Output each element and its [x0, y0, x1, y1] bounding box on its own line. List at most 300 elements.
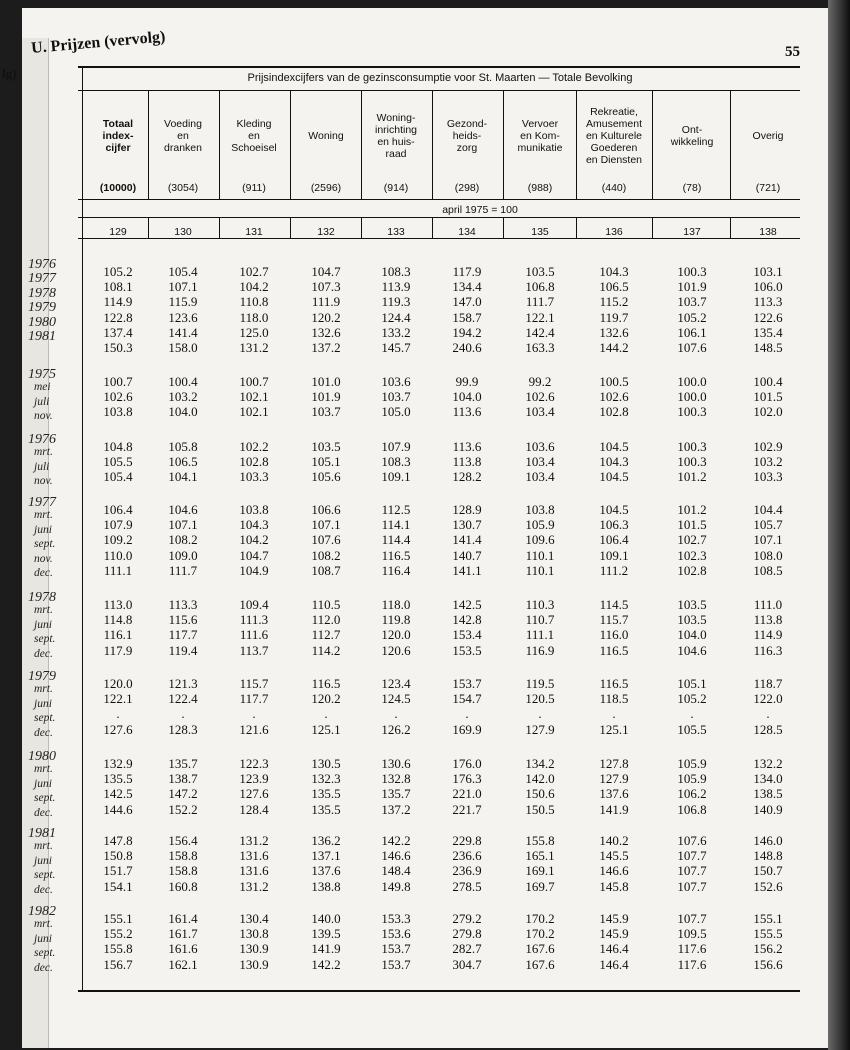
table-cell: 132.8 [381, 771, 411, 787]
table-cell: 155.8 [103, 941, 133, 957]
table-cell: 167.6 [525, 956, 555, 972]
table-cell: 117.6 [677, 956, 707, 972]
table-cell: 117.6 [677, 941, 707, 957]
row-label-month: sept. [34, 792, 56, 805]
row-label-year: 1979 [28, 300, 56, 316]
column-number: 134 [458, 226, 476, 238]
table-cell: 146.0 [753, 833, 783, 848]
table-cell: 102.8 [239, 454, 269, 470]
row-label-year: 1980 [28, 314, 56, 330]
row-label-month: sept. [34, 538, 56, 551]
table-cell: 146.6 [381, 848, 411, 864]
table-cell: 152.6 [753, 878, 783, 894]
table-cell: 145.9 [599, 911, 629, 926]
column-divider [432, 91, 433, 199]
table-cell: 106.6 [311, 502, 341, 517]
table-cell: 176.0 [452, 756, 482, 771]
table-cell: 107.6 [677, 833, 707, 848]
table-cell: 100.3 [677, 264, 707, 279]
table-cell: 105.9 [677, 756, 707, 771]
table-cell: 141.4 [452, 532, 482, 548]
table-cell: 103.8 [525, 502, 555, 517]
table-cell: 106.0 [753, 279, 783, 295]
table-cell: 121.3 [168, 676, 198, 691]
column-number: 130 [174, 226, 192, 238]
column-header-line: en Diensten [585, 154, 643, 166]
table-cell: 127.9 [525, 721, 555, 737]
table-cell: 150.6 [525, 786, 555, 802]
table-cell: 140.0 [311, 911, 341, 926]
row-label-month: dec. [34, 883, 53, 896]
table-cell: 114.8 [103, 612, 133, 628]
table-cell: 111.1 [525, 627, 555, 643]
table-cell: 102.1 [239, 404, 269, 420]
table-cell: 102.2 [239, 439, 269, 454]
table-cell: . [394, 706, 398, 722]
table-cell: 103.4 [525, 404, 555, 420]
table-cell: 102.3 [677, 547, 707, 563]
column-header-line: Woning [308, 130, 344, 142]
table-cell: 154.1 [103, 878, 133, 894]
table-cell: 104.0 [452, 389, 482, 405]
table-cell: 120.0 [381, 627, 411, 643]
row-label-month: mrt. [34, 763, 53, 776]
table-cell: 105.9 [525, 517, 555, 533]
table-cell: 102.6 [599, 389, 629, 405]
table-cell: 104.7 [239, 547, 269, 563]
table-cell: 110.1 [525, 547, 555, 563]
table-cell: 150.5 [525, 801, 555, 817]
table-cell: 103.5 [677, 597, 707, 612]
row-label-year: 1981 [28, 826, 56, 841]
table-cell: 134.4 [452, 279, 482, 295]
table-cell: 105.2 [677, 691, 707, 707]
table-cell: 101.2 [677, 469, 707, 485]
table-cell: 106.5 [599, 279, 629, 295]
table-cell: 122.1 [525, 309, 555, 325]
table-cell: 128.9 [452, 502, 482, 517]
table-cell: 100.3 [677, 439, 707, 454]
table-cell: 119.3 [381, 294, 411, 310]
table-cell: 163.3 [525, 340, 555, 355]
row-label-year: 1975 [28, 367, 56, 382]
table-cell: 150.7 [753, 863, 783, 879]
table-cell: 221.0 [452, 786, 482, 802]
table-cell: 113.8 [452, 454, 482, 470]
table-cell: 104.5 [599, 469, 629, 485]
column-divider [652, 91, 653, 199]
row-label-month: dec. [34, 961, 53, 974]
column-weight: (988) [527, 182, 553, 194]
table-cell: 170.2 [525, 911, 555, 926]
table-cell: 103.1 [753, 264, 783, 279]
row-label-month: dec. [34, 726, 53, 739]
table-cell: 107.9 [381, 439, 411, 454]
table-cell: 132.9 [103, 756, 133, 771]
table-cell: 107.6 [311, 532, 341, 548]
table-cell: . [116, 706, 120, 722]
column-header-line: raad [385, 148, 407, 160]
table-cell: 134.0 [753, 771, 783, 787]
column-divider [148, 218, 149, 238]
table-cell: 105.7 [753, 517, 783, 533]
table-cell: 102.0 [753, 404, 783, 420]
table-cell: . [612, 706, 616, 722]
colnum-rule [78, 238, 800, 239]
table-cell: 101.5 [753, 389, 783, 405]
table-cell: 112.7 [311, 627, 341, 643]
table-cell: 142.0 [525, 771, 555, 787]
table-cell: 109.0 [168, 547, 198, 563]
table-cell: 123.6 [168, 309, 198, 325]
table-cell: 146.4 [599, 956, 629, 972]
table-cell: 153.3 [381, 911, 411, 926]
table-cell: 148.4 [381, 863, 411, 879]
table-cell: 114.9 [753, 627, 783, 643]
column-header-line: heids- [452, 130, 482, 142]
table-cell: 128.2 [452, 469, 482, 485]
row-label-year: 1977 [28, 495, 56, 510]
table-cell: . [252, 706, 256, 722]
table-cell: 105.5 [677, 721, 707, 737]
table-cell: 110.0 [103, 547, 133, 563]
table-cell: 108.3 [381, 454, 411, 470]
table-cell: 113.0 [103, 597, 133, 612]
table-cell: 134.2 [525, 756, 555, 771]
table-cell: 170.2 [525, 926, 555, 942]
column-weight: (298) [454, 182, 480, 194]
table-cell: 106.8 [525, 279, 555, 295]
table-bottom-rule [78, 990, 800, 992]
table-cell: 128.3 [168, 721, 198, 737]
table-cell: 106.2 [677, 786, 707, 802]
table-cell: 113.7 [239, 642, 269, 658]
row-label-year: 1981 [28, 329, 56, 344]
column-weight: (10000) [99, 182, 137, 194]
table-cell: 145.8 [599, 878, 629, 894]
table-cell: 151.7 [103, 863, 133, 879]
section-title: U. Prijzen (vervolg) [30, 28, 167, 58]
table-cell: 138.7 [168, 771, 198, 787]
table-cell: 115.7 [239, 676, 269, 691]
table-cell: 100.3 [677, 404, 707, 420]
table-cell: 153.7 [452, 676, 482, 691]
table-cell: 131.2 [239, 833, 269, 848]
table-cell: 105.2 [677, 309, 707, 325]
table-cell: 130.9 [239, 956, 269, 972]
weights-rule [78, 199, 800, 200]
table-cell: 169.9 [452, 721, 482, 737]
table-cell: 111.1 [103, 562, 133, 578]
table-cell: 146.4 [599, 941, 629, 957]
table-cell: 102.6 [103, 389, 133, 405]
table-cell: 155.5 [753, 926, 783, 942]
table-cell: 127.8 [599, 756, 629, 771]
table-cell: 105.8 [168, 439, 198, 454]
column-weight: (721) [755, 182, 781, 194]
table-cell: 104.0 [168, 404, 198, 420]
table-cell: 108.5 [753, 562, 783, 578]
table-cell: 137.2 [381, 801, 411, 817]
column-header-line: en Kulturele [585, 130, 643, 142]
row-label-month: mrt. [34, 509, 53, 522]
table-cell: 130.6 [381, 756, 411, 771]
column-header [149, 100, 217, 172]
table-cell: 156.6 [753, 956, 783, 972]
table-cell: 115.7 [599, 612, 629, 628]
table-cell: 116.5 [599, 676, 629, 691]
table-cell: 130.8 [239, 926, 269, 942]
table-top-rule [78, 66, 800, 68]
table-cell: 109.1 [599, 547, 629, 563]
table-cell: 194.2 [452, 324, 482, 340]
column-divider [652, 218, 653, 238]
table-cell: 152.2 [168, 801, 198, 817]
table-cell: 105.9 [677, 771, 707, 787]
table-cell: 135.4 [753, 324, 783, 340]
column-header [362, 100, 430, 172]
column-divider [576, 91, 577, 199]
table-cell: 118.0 [381, 597, 411, 612]
table-cell: 108.7 [311, 562, 341, 578]
row-label-year: 1977 [28, 271, 56, 287]
table-cell: 123.9 [239, 771, 269, 787]
column-header-line: zorg [456, 142, 478, 154]
table-cell: 161.4 [168, 911, 198, 926]
table-cell: 108.1 [103, 279, 133, 295]
table-cell: 109.1 [381, 469, 411, 485]
table-cell: 109.5 [677, 926, 707, 942]
table-cell: 110.8 [239, 294, 269, 310]
table-cell: 127.9 [599, 771, 629, 787]
table-cell: 103.7 [677, 294, 707, 310]
table-cell: 101.5 [677, 517, 707, 533]
table-cell: 113.3 [168, 597, 198, 612]
table-cell: 100.0 [677, 389, 707, 405]
table-cell: 113.9 [381, 279, 411, 295]
row-label-month: sept. [34, 947, 56, 960]
column-divider [730, 218, 731, 238]
table-cell: 113.6 [452, 404, 482, 420]
table-cell: 139.5 [311, 926, 341, 942]
column-number: 133 [387, 226, 405, 238]
column-header [655, 100, 729, 172]
table-cell: 150.3 [103, 340, 133, 355]
table-cell: 116.0 [599, 627, 629, 643]
table-cell: 104.5 [599, 502, 629, 517]
table-cell: 111.0 [753, 597, 783, 612]
table-cell: 111.7 [168, 562, 198, 578]
table-cell: 104.6 [168, 502, 198, 517]
row-label-month: dec. [34, 647, 53, 660]
table-cell: 167.6 [525, 941, 555, 957]
table-cell: 137.2 [311, 340, 341, 355]
table-cell: 104.0 [677, 627, 707, 643]
table-cell: 147.8 [103, 833, 133, 848]
table-cell: 279.2 [452, 911, 482, 926]
row-label-month: sept. [34, 633, 56, 646]
table-cell: 121.6 [239, 721, 269, 737]
column-divider [503, 218, 504, 238]
table-cell: 117.7 [239, 691, 269, 707]
row-label-month: juni [34, 697, 52, 710]
table-cell: 155.8 [525, 833, 555, 848]
table-cell: 103.8 [103, 404, 133, 420]
column-header-line: Rekreatie, [590, 106, 638, 118]
table-cell: 108.2 [311, 547, 341, 563]
table-cell: 111.3 [239, 612, 269, 628]
table-cell: 122.1 [103, 691, 133, 707]
table-cell: 114.5 [599, 597, 629, 612]
column-weight: (2596) [310, 182, 342, 194]
column-header [577, 100, 651, 172]
table-cell: 140.7 [452, 547, 482, 563]
table-cell: 158.7 [452, 309, 482, 325]
table-cell: 106.1 [677, 324, 707, 340]
table-cell: 100.5 [599, 374, 629, 389]
column-weight: (3054) [167, 182, 199, 194]
table-cell: 105.6 [311, 469, 341, 485]
table-cell: 153.7 [381, 941, 411, 957]
table-cell: 158.0 [168, 340, 198, 355]
column-header-line: Voeding [164, 118, 202, 130]
table-cell: 119.4 [168, 642, 198, 658]
table-cell: 111.7 [525, 294, 555, 310]
table-cell: 118.5 [599, 691, 629, 707]
table-cell: 136.2 [311, 833, 341, 848]
table-cell: 113.6 [452, 439, 482, 454]
row-label-month: nov. [34, 552, 53, 565]
table-cell: 125.1 [311, 721, 341, 737]
column-header-line: Vervoer [521, 118, 559, 130]
table-cell: 104.1 [168, 469, 198, 485]
column-divider [148, 91, 149, 199]
table-cell: 100.0 [677, 374, 707, 389]
table-cell: 142.4 [525, 324, 555, 340]
table-cell: 104.6 [677, 642, 707, 658]
table-cell: 108.2 [168, 532, 198, 548]
table-cell: 101.2 [677, 502, 707, 517]
row-label-month: nov. [34, 475, 53, 488]
table-cell: . [538, 706, 542, 722]
table-cell: 146.6 [599, 863, 629, 879]
table-cell: 114.1 [381, 517, 411, 533]
table-cell: 102.6 [525, 389, 555, 405]
table-cell: 112.0 [311, 612, 341, 628]
table-cell: 114.9 [103, 294, 133, 310]
table-cell: 137.4 [103, 324, 133, 340]
table-cell: 107.7 [677, 863, 707, 879]
table-cell: 109.4 [239, 597, 269, 612]
table-cell: 113.3 [753, 294, 783, 310]
column-header-line: Schoeisel [231, 142, 277, 154]
column-header [733, 100, 803, 172]
table-cell: 135.7 [381, 786, 411, 802]
table-cell: 113.8 [753, 612, 783, 628]
table-cell: 99.9 [455, 374, 479, 389]
table-cell: 103.2 [753, 454, 783, 470]
table-cell: 123.4 [381, 676, 411, 691]
table-cell: 110.1 [525, 562, 555, 578]
row-label-month: mrt. [34, 918, 53, 931]
row-label-month: mei [34, 381, 51, 394]
table-cell: 101.0 [311, 374, 341, 389]
table-cell: 130.7 [452, 517, 482, 533]
table-cell: 140.2 [599, 833, 629, 848]
row-label-month: nov. [34, 410, 53, 423]
table-cell: 131.2 [239, 878, 269, 894]
table-cell: . [324, 706, 328, 722]
table-cell: 120.5 [525, 691, 555, 707]
table-cell: 282.7 [452, 941, 482, 957]
table-cell: 142.8 [452, 612, 482, 628]
table-cell: 103.2 [168, 389, 198, 405]
table-cell: 126.2 [381, 721, 411, 737]
table-cell: 116.5 [311, 676, 341, 691]
table-cell: 135.5 [311, 786, 341, 802]
column-weight: (440) [601, 182, 627, 194]
table-cell: 132.6 [599, 324, 629, 340]
row-label-month: dec. [34, 806, 53, 819]
column-divider [503, 91, 504, 199]
table-cell: 106.5 [168, 454, 198, 470]
table-cell: . [181, 706, 185, 722]
table-cell: 111.2 [599, 562, 629, 578]
table-cell: 119.8 [381, 612, 411, 628]
table-cell: 122.4 [168, 691, 198, 707]
table-cell: 145.7 [381, 340, 411, 355]
table-cell: 147.0 [452, 294, 482, 310]
column-header-line: Overig [752, 130, 784, 142]
column-header-line: en [177, 130, 189, 142]
table-cell: 108.0 [753, 547, 783, 563]
table-cell: 142.5 [452, 597, 482, 612]
table-cell: 138.8 [311, 878, 341, 894]
table-cell: 104.3 [599, 454, 629, 470]
table-cell: 107.1 [168, 517, 198, 533]
column-header-line: en [248, 130, 260, 142]
column-divider [576, 218, 577, 238]
column-header [85, 100, 151, 172]
column-header-line: munikatie [517, 142, 563, 154]
base-period-label: april 1975 = 100 [442, 204, 518, 216]
table-cell: 116.5 [599, 642, 629, 658]
table-cell: 137.6 [599, 786, 629, 802]
table-cell: 104.2 [239, 532, 269, 548]
table-cell: 169.1 [525, 863, 555, 879]
table-cell: 103.6 [381, 374, 411, 389]
table-cell: 169.7 [525, 878, 555, 894]
table-cell: 154.7 [452, 691, 482, 707]
table-cell: 130.4 [239, 911, 269, 926]
table-cell: 112.5 [381, 502, 411, 517]
table-cell: 153.5 [452, 642, 482, 658]
column-weight: (914) [383, 182, 409, 194]
column-header-line: Totaal [102, 118, 134, 130]
row-label-month: juli [34, 460, 50, 473]
table-cell: 131.2 [239, 340, 269, 355]
table-cell: 125.0 [239, 324, 269, 340]
table-cell: 127.6 [103, 721, 133, 737]
table-cell: 111.9 [311, 294, 341, 310]
table-cell: 125.1 [599, 721, 629, 737]
table-cell: 103.6 [525, 439, 555, 454]
table-cell: 107.3 [311, 279, 341, 295]
table-cell: 106.4 [103, 502, 133, 517]
table-cell: 130.9 [239, 941, 269, 957]
column-divider [219, 218, 220, 238]
table-cell: 102.7 [677, 532, 707, 548]
